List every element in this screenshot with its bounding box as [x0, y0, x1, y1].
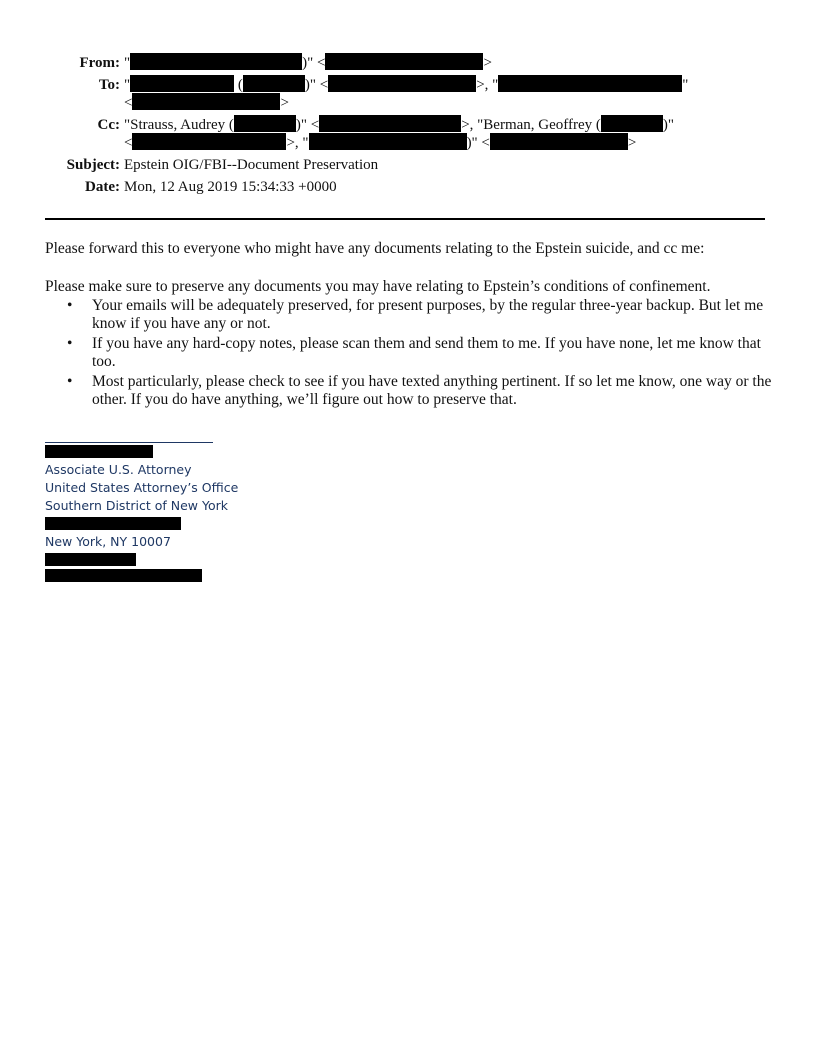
- redaction-box: [328, 75, 476, 92]
- from-row: [0, 52, 816, 74]
- redaction-box: [325, 53, 483, 70]
- redaction-box: [45, 445, 153, 458]
- signature-office: United States Attorney’s Office: [45, 480, 239, 495]
- list-item: [45, 373, 775, 409]
- redaction-box: [130, 53, 302, 70]
- signature-city: New York, NY 10007: [45, 534, 171, 549]
- redaction-box: [234, 115, 296, 132]
- bullet-icon: •: [67, 373, 73, 390]
- cc-value: "Strauss, Audrey ( )" < >, "Berman, Geoffrey ( )": [124, 117, 675, 133]
- redaction-box: [319, 115, 461, 132]
- cc-name-strauss: "Strauss, Audrey (: [124, 117, 234, 133]
- redaction-box: [498, 75, 682, 92]
- signature-district: Southern District of New York: [45, 498, 228, 513]
- from-label: From:: [79, 55, 120, 71]
- subject-row: [0, 154, 816, 176]
- to-value-cont: < >: [124, 95, 289, 111]
- redaction-box: [130, 75, 234, 92]
- cc-row: [0, 114, 816, 154]
- redaction-box: [132, 133, 286, 150]
- to-value: " ( )" < >, " ": [124, 77, 689, 93]
- bullet-icon: •: [67, 297, 73, 314]
- body-paragraph: Please forward this to everyone who might have any documents relating to the Epstein suicide, and cc me:: [45, 240, 705, 257]
- to-label: To:: [98, 77, 120, 93]
- bullet-list: [45, 297, 775, 409]
- redaction-box: [45, 517, 181, 530]
- email-header: [0, 52, 816, 198]
- bullet-icon: •: [67, 335, 73, 352]
- cc-label: Cc:: [97, 117, 120, 133]
- signature-block: [45, 425, 238, 585]
- list-item: [45, 297, 775, 333]
- email-body: [45, 240, 775, 411]
- redaction-box: [309, 133, 467, 150]
- redaction-box: [45, 553, 136, 566]
- cc-name-berman: "Berman, Geoffrey (: [477, 117, 601, 133]
- list-item: [45, 335, 775, 371]
- body-paragraph: Please make sure to preserve any documents you may have relating to Epstein’s conditions of confinement.: [45, 278, 711, 295]
- redaction-box: [243, 75, 305, 92]
- to-row: [0, 74, 816, 114]
- signature-title: Associate U.S. Attorney: [45, 462, 192, 477]
- list-item-text: If you have any hard-copy notes, please scan them and send them to me. If you have none, let me know that too.: [92, 335, 761, 370]
- redaction-box: [490, 133, 628, 150]
- redaction-box: [132, 93, 280, 110]
- redaction-box: [601, 115, 663, 132]
- date-label: Date:: [85, 179, 120, 195]
- date-row: [0, 176, 816, 198]
- subject-label: Subject:: [66, 157, 120, 173]
- from-value: " )" < >: [124, 55, 492, 71]
- subject-value: Epstein OIG/FBI--Document Preservation: [124, 157, 379, 173]
- redaction-box: [45, 569, 202, 582]
- date-value: Mon, 12 Aug 2019 15:34:33 +0000: [124, 179, 337, 195]
- cc-value-cont: < >, " )" < >: [124, 135, 637, 151]
- list-item-text: Most particularly, please check to see if you have texted anything pertinent. If so let me know, one way or the other. If you do have anything, we’ll figure out how to preserve that.: [92, 373, 772, 408]
- list-item-text: Your emails will be adequately preserved, for present purposes, by the regular three-year backup. But let me know if you have any or not.: [92, 297, 764, 332]
- header-divider: [45, 218, 765, 220]
- signature-separator: [45, 425, 213, 443]
